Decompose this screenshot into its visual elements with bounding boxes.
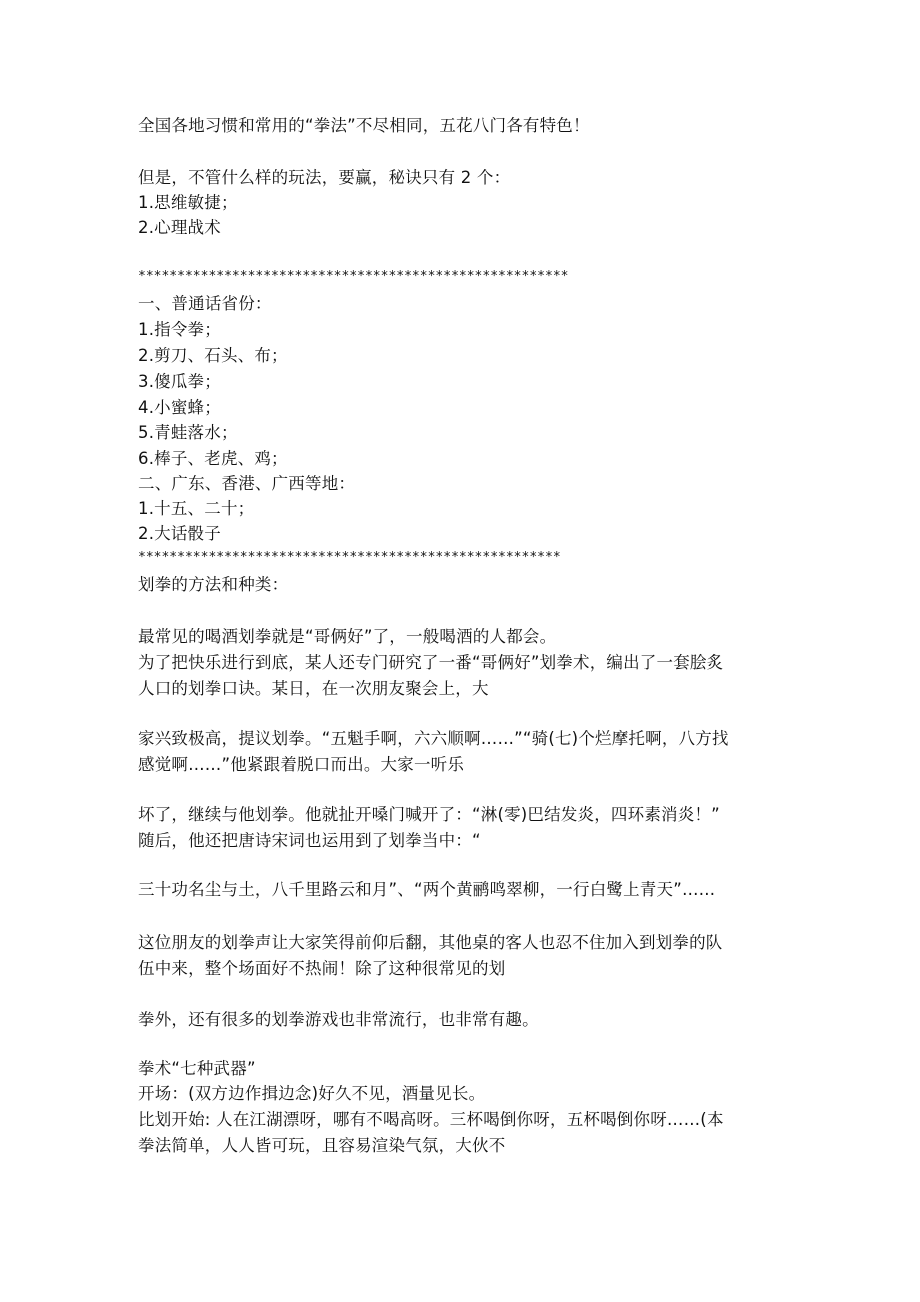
intro-line: 全国各地习惯和常用的“拳法”不尽相同，五花八门各有特色！: [138, 116, 590, 135]
paragraph-line: 随后，他还把唐诗宋词也运用到了划拳当中：“: [138, 831, 481, 850]
secret-intro-line: 但是，不管什么样的玩法，要赢，秘诀只有 2 个：: [138, 168, 511, 187]
secret-item-2: 2.心理战术: [138, 218, 221, 237]
paragraph-line: 伍中来，整个场面好不热闹！除了这种很常见的划: [138, 959, 506, 978]
paragraph-line: 最常见的喝酒划拳就是“哥俩好”了，一般喝酒的人都会。: [138, 627, 557, 646]
secret-item-1: 1.思维敏捷；: [138, 193, 238, 212]
paragraph-line: 感觉啊……”他紧跟着脱口而出。大家一听乐: [138, 755, 465, 774]
list-item: 6.棒子、老虎、鸡；: [138, 449, 288, 468]
paragraph-line: 坏了，继续与他划拳。他就扯开嗓门喊开了：“淋(零)巴结发炎，四环素消炎！”: [138, 805, 720, 824]
paragraph-line: 拳法简单，人人皆可玩，且容易渲染气氛，大伙不: [138, 1136, 506, 1155]
paragraph-line: 开场：(双方边作揖边念)好久不见，酒量见长。: [138, 1084, 486, 1103]
weapons-heading: 拳术“七种武器”: [138, 1059, 256, 1078]
paragraph-line: 人口的划拳口诀。某日，在一次朋友聚会上，大: [138, 679, 489, 698]
paragraph-line: 为了把快乐进行到底，某人还专门研究了一番“哥俩好”划拳术，编出了一套脍炙: [138, 653, 724, 672]
paragraph-line: 三十功名尘与土，八千里路云和月”、“两个黄鹂鸣翠柳，一行白鹭上青天”……: [138, 880, 716, 899]
section-heading-1: 一、普通话省份：: [138, 294, 272, 313]
paragraph-line: 拳外，还有很多的划拳游戏也非常流行，也非常有趣。: [138, 1010, 539, 1029]
list-item: 1.十五、二十；: [138, 499, 255, 518]
list-item: 1.指令拳；: [138, 320, 221, 339]
list-item: 5.青蛙落水；: [138, 423, 238, 442]
list-item: 4.小蜜蜂；: [138, 398, 221, 417]
paragraph-line: 家兴致极高，提议划拳。“五魁手啊，六六顺啊……”“骑(七)个烂摩托啊，八方找: [138, 729, 729, 748]
section-heading-2: 二、广东、香港、广西等地：: [138, 474, 356, 493]
paragraph-line: 这位朋友的划拳声让大家笑得前仰后翻，其他桌的客人也忍不住加入到划拳的队: [138, 933, 723, 952]
paragraph-line: 比划开始: 人在江湖漂呀，哪有不喝高呀。三杯喝倒你呀，五杯喝倒你呀……(本: [138, 1110, 724, 1129]
list-item: 2.大话骰子: [138, 524, 221, 543]
list-item: 3.傻瓜拳；: [138, 372, 221, 391]
separator-line-top: *******************************************************: [138, 269, 569, 284]
methods-heading: 划拳的方法和种类：: [138, 575, 289, 594]
separator-line-bottom: ******************************************************: [138, 550, 561, 565]
list-item: 2.剪刀、石头、布；: [138, 346, 288, 365]
